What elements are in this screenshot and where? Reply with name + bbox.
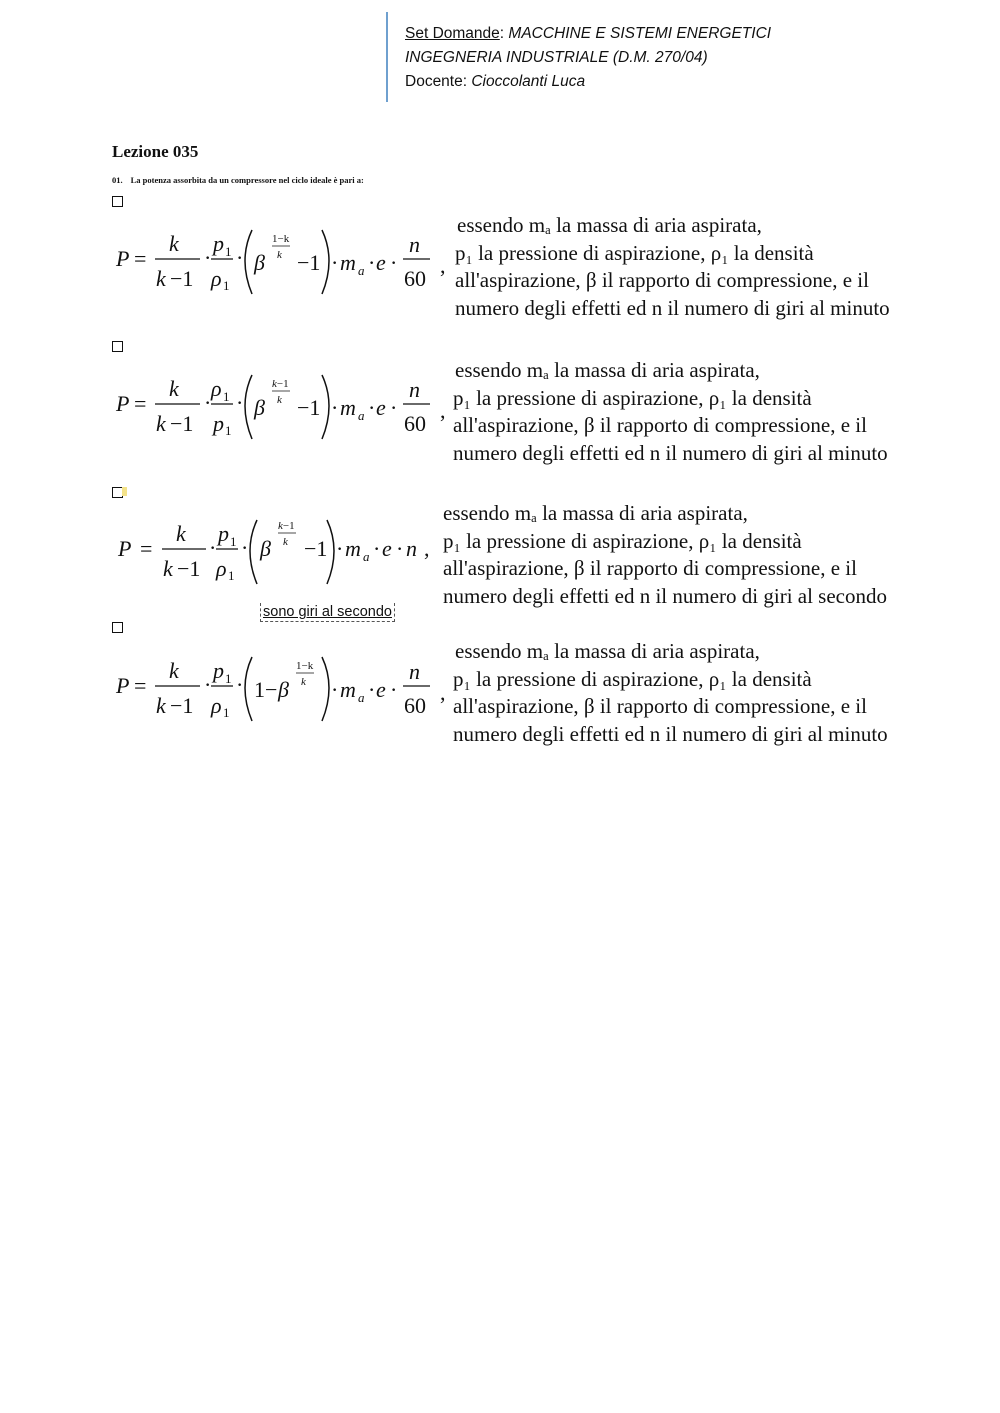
svg-text:P: P xyxy=(116,391,130,416)
svg-text:·: · xyxy=(204,672,212,697)
svg-text:a: a xyxy=(358,263,365,278)
svg-text:n: n xyxy=(409,377,420,402)
lesson-title: Lezione 035 xyxy=(112,142,199,161)
svg-text:1: 1 xyxy=(225,423,232,438)
svg-text:k: k xyxy=(301,676,306,688)
option-4-description: essendo mₐ la massa di aria aspirata, p₁ la pressione di aspirazione, ρ₁ la densità all'aspirazione, β il rapporto di compressione, e il numero degli effetti ed n il numero di giri al minuto xyxy=(453,639,888,746)
option-2-formula xyxy=(112,363,447,453)
option-4-checkbox[interactable] xyxy=(112,622,123,633)
svg-text:1−k: 1−k xyxy=(296,660,314,672)
svg-text:·: · xyxy=(368,677,376,702)
svg-text:k: k xyxy=(156,266,166,291)
svg-text:·: · xyxy=(368,250,376,275)
svg-text:·: · xyxy=(241,535,249,560)
svg-text:·: · xyxy=(390,250,398,275)
svg-text:P: P xyxy=(116,673,130,698)
header-divider xyxy=(386,12,388,102)
svg-text:P: P xyxy=(118,536,132,561)
svg-text:·: · xyxy=(373,536,381,561)
svg-text:e: e xyxy=(382,536,392,561)
option-3-annotation: sono giri al secondo xyxy=(260,603,395,622)
option-1-checkbox[interactable] xyxy=(112,196,123,207)
degree-line: INGEGNERIA INDUSTRIALE (D.M. 270/04) xyxy=(405,49,708,66)
svg-text:a: a xyxy=(358,690,365,705)
svg-text:−1: −1 xyxy=(297,395,321,420)
svg-text:m: m xyxy=(340,395,356,420)
option-2-checkbox[interactable] xyxy=(112,341,123,352)
svg-text:ρ: ρ xyxy=(211,693,222,718)
svg-text:k: k xyxy=(169,376,179,401)
question-number: 01. xyxy=(112,175,123,185)
svg-text:k: k xyxy=(156,693,166,718)
course-header xyxy=(405,22,771,94)
svg-text:·: · xyxy=(331,395,339,420)
svg-text:·: · xyxy=(396,536,404,561)
svg-text:1: 1 xyxy=(223,705,230,720)
svg-text:n: n xyxy=(406,536,417,561)
option-4-formula xyxy=(112,645,447,735)
svg-text:,: , xyxy=(440,398,446,423)
svg-text:e: e xyxy=(376,250,386,275)
svg-text:=: = xyxy=(134,673,147,698)
course-line: Set Domande: MACCHINE E SISTEMI ENERGETICI xyxy=(405,25,772,42)
svg-text:m: m xyxy=(345,536,361,561)
svg-text:1: 1 xyxy=(228,568,235,583)
svg-text:β: β xyxy=(254,395,265,420)
svg-text:−1: −1 xyxy=(297,250,321,275)
svg-text:·: · xyxy=(336,536,344,561)
teacher-line: Docente: Cioccolanti Luca xyxy=(405,73,586,90)
svg-text:·: · xyxy=(236,390,244,415)
svg-text:m: m xyxy=(340,250,356,275)
svg-text:60: 60 xyxy=(404,411,426,436)
svg-text:m: m xyxy=(340,677,356,702)
svg-text:−1: −1 xyxy=(170,693,194,718)
svg-text:ρ: ρ xyxy=(216,556,227,581)
svg-text:k: k xyxy=(156,411,166,436)
svg-text:e: e xyxy=(376,677,386,702)
svg-text:·: · xyxy=(390,395,398,420)
svg-text:k: k xyxy=(277,249,282,261)
svg-text:·: · xyxy=(331,250,339,275)
svg-text:β: β xyxy=(254,250,265,275)
svg-text:k−1: k−1 xyxy=(272,378,289,390)
svg-text:·: · xyxy=(390,677,398,702)
question-text: 01. La potenza assorbita da un compressore nel ciclo ideale è pari a: xyxy=(112,175,364,185)
svg-text:ρ: ρ xyxy=(211,266,222,291)
svg-text:·: · xyxy=(204,390,212,415)
svg-text:a: a xyxy=(358,408,365,423)
svg-text:·: · xyxy=(368,395,376,420)
svg-text:1: 1 xyxy=(225,244,232,259)
svg-text:1: 1 xyxy=(225,671,232,686)
svg-text:P: P xyxy=(116,246,130,271)
svg-text:p: p xyxy=(213,411,224,436)
option-3-checkbox[interactable] xyxy=(112,487,123,498)
svg-text:−1: −1 xyxy=(304,536,328,561)
svg-text:1: 1 xyxy=(230,534,237,549)
svg-text:β: β xyxy=(278,677,289,702)
svg-text:,: , xyxy=(440,680,446,705)
svg-text:1: 1 xyxy=(223,278,230,293)
svg-text:−1: −1 xyxy=(170,266,194,291)
option-3-formula xyxy=(112,508,447,598)
svg-text:k: k xyxy=(176,521,186,546)
svg-text:=: = xyxy=(134,391,147,416)
svg-text:1−k: 1−k xyxy=(272,233,290,245)
svg-text:·: · xyxy=(236,672,244,697)
svg-text:1: 1 xyxy=(223,389,230,404)
option-2-description: essendo mₐ la massa di aria aspirata, p₁ la pressione di aspirazione, ρ₁ la densità all'aspirazione, β il rapporto di compressione, e il numero degli effetti ed n il numero di giri al minuto xyxy=(453,358,888,465)
svg-text:k: k xyxy=(169,658,179,683)
svg-text:n: n xyxy=(409,659,420,684)
teacher-name: Cioccolanti Luca xyxy=(471,73,586,90)
svg-text:k: k xyxy=(163,556,173,581)
option-1-description: essendo mₐ la massa di aria aspirata, p₁ la pressione di aspirazione, ρ₁ la densità all'aspirazione, β il rapporto di compressione, e il numero degli effetti ed n il numero di giri al minuto xyxy=(455,213,890,320)
course-name: MACCHINE E SISTEMI ENERGETICI xyxy=(508,25,772,42)
svg-text:k−1: k−1 xyxy=(278,520,295,532)
svg-text:,: , xyxy=(424,536,430,561)
svg-text:60: 60 xyxy=(404,693,426,718)
svg-text:60: 60 xyxy=(404,266,426,291)
svg-text:=: = xyxy=(140,536,153,561)
svg-text:·: · xyxy=(236,245,244,270)
svg-text:·: · xyxy=(209,535,217,560)
svg-text:p: p xyxy=(213,658,224,683)
svg-text:n: n xyxy=(409,232,420,257)
set-label: Set Domande xyxy=(405,25,500,42)
svg-text:−1: −1 xyxy=(170,411,194,436)
svg-text:k: k xyxy=(277,394,282,406)
svg-text:p: p xyxy=(218,521,229,546)
svg-text:k: k xyxy=(283,536,288,548)
option-3-description: essendo mₐ la massa di aria aspirata, p₁ la pressione di aspirazione, ρ₁ la densità all'aspirazione, β il rapporto di compressione, e il numero degli effetti ed n il numero di giri al secondo xyxy=(443,501,887,608)
option-1-formula xyxy=(112,218,447,308)
svg-text:p: p xyxy=(213,231,224,256)
svg-text:e: e xyxy=(376,395,386,420)
svg-text:−1: −1 xyxy=(177,556,201,581)
svg-text:a: a xyxy=(363,549,370,564)
svg-text:=: = xyxy=(134,246,147,271)
svg-text:·: · xyxy=(204,245,212,270)
svg-text:,: , xyxy=(440,253,446,278)
svg-text:k: k xyxy=(169,231,179,256)
svg-text:·: · xyxy=(331,677,339,702)
svg-text:β: β xyxy=(260,536,271,561)
svg-text:ρ: ρ xyxy=(211,376,222,401)
svg-text:1−: 1− xyxy=(254,677,278,702)
